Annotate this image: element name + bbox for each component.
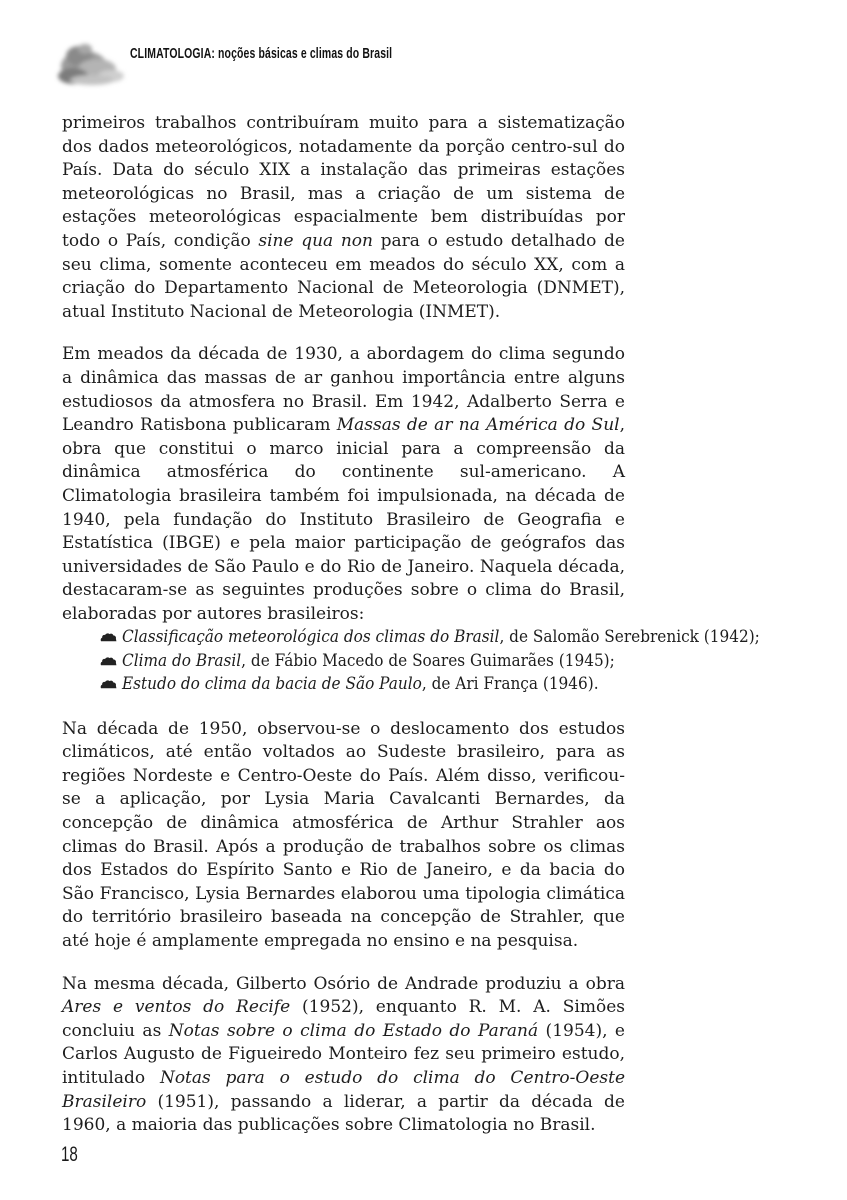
paragraph-4: Na mesma década, Gilberto Osório de Andrade produziu a obra Ares e ventos do Recife (1952), enquanto R. M. A. Simões concluiu as Notas sobre o clima do Estado do Paraná (1954), e Carlos Augusto de Figueiredo Monteiro fez seu primeiro estudo, intitulado Notas para o estudo do clima do Centro-Oeste Brasileiro (1951), passando a liderar, a partir da década de 1960, a maioria das publicações sobre Climatologia no Brasil. bbox=[62, 973, 626, 1136]
cloud-bullet-icon bbox=[100, 673, 122, 696]
list-item bbox=[100, 650, 840, 673]
running-header-title: CLIMATOLOGIA: noções básicas e climas do Brasil bbox=[130, 46, 393, 62]
paragraph-3: Na década de 1950, observou-se o deslocamento dos estudos climáticos, até então voltados ao Sudeste brasileiro, para as regiões Nordeste e Centro-Oeste do País. Além disso, verificou-se a aplicação, por Lysia Maria Cavalcanti Bernardes, da concepção de dinâmica atmosférica de Arthur Strahler aos climas do Brasil. Após a produção de trabalhos sobre os climas dos Estados do Espírito Santo e Rio de Janeiro, e da bacia do São Francisco, Lysia Bernardes elaborou uma tipologia climática do território brasileiro baseada na concepção de Strahler, que até hoje é amplamente empregada no ensino e na pesquisa. bbox=[62, 718, 625, 952]
cloud-bullet-icon bbox=[100, 650, 122, 673]
page-body bbox=[62, 112, 760, 1157]
paragraph-1: primeiros trabalhos contribuíram muito para a sistematização dos dados meteorológicos, notadamente da porção centro-sul do País. Data do século XIX a instalação das primeiras estações meteorológicas no Brasil, mas a criação de um sistema de estações meteorológicas espacialmente bem distribuídas por todo o País, condição sine qua non para o estudo detalhado de seu clima, somente aconteceu em meados do século XX, com a criação do Departamento Nacional de Meteorologia (DNMET), atual Instituto Nacional de Meteorologia (INMET). bbox=[62, 113, 625, 322]
page-number: 18 bbox=[61, 1143, 78, 1166]
list-item bbox=[100, 673, 840, 696]
works-list bbox=[62, 626, 840, 696]
list-item-text: Estudo do clima da bacia de São Paulo, de Ari França (1946). bbox=[122, 674, 599, 695]
cloud-image bbox=[52, 36, 132, 94]
list-item-text: Classificação meteorológica dos climas do Brasil, de Salomão Serebrenick (1942); bbox=[122, 627, 760, 648]
list-item bbox=[100, 626, 840, 649]
list-item-text: Clima do Brasil, de Fábio Macedo de Soares Guimarães (1945); bbox=[122, 650, 615, 671]
cloud-bullet-icon bbox=[100, 626, 122, 649]
paragraph-2: Em meados da década de 1930, a abordagem do clima segundo a dinâmica das massas de ar ganhou importância entre alguns estudiosos da atmosfera no Brasil. Em 1942, Adalberto Serra e Leandro Ratisbona publicaram Massas de ar na América do Sul, obra que constitui o marco inicial para a compreensão da dinâmica atmosférica do continente sul-americano. A Climatologia brasileira também foi impulsionada, na década de 1940, pela fundação do Instituto Brasileiro de Geografia e Estatística (IBGE) e pela maior participação de geógrafos das universidades de São Paulo e do Rio de Janeiro. Naquela década, destacaram-se as seguintes produções sobre o clima do Brasil, elaboradas por autores brasileiros: bbox=[62, 344, 625, 624]
